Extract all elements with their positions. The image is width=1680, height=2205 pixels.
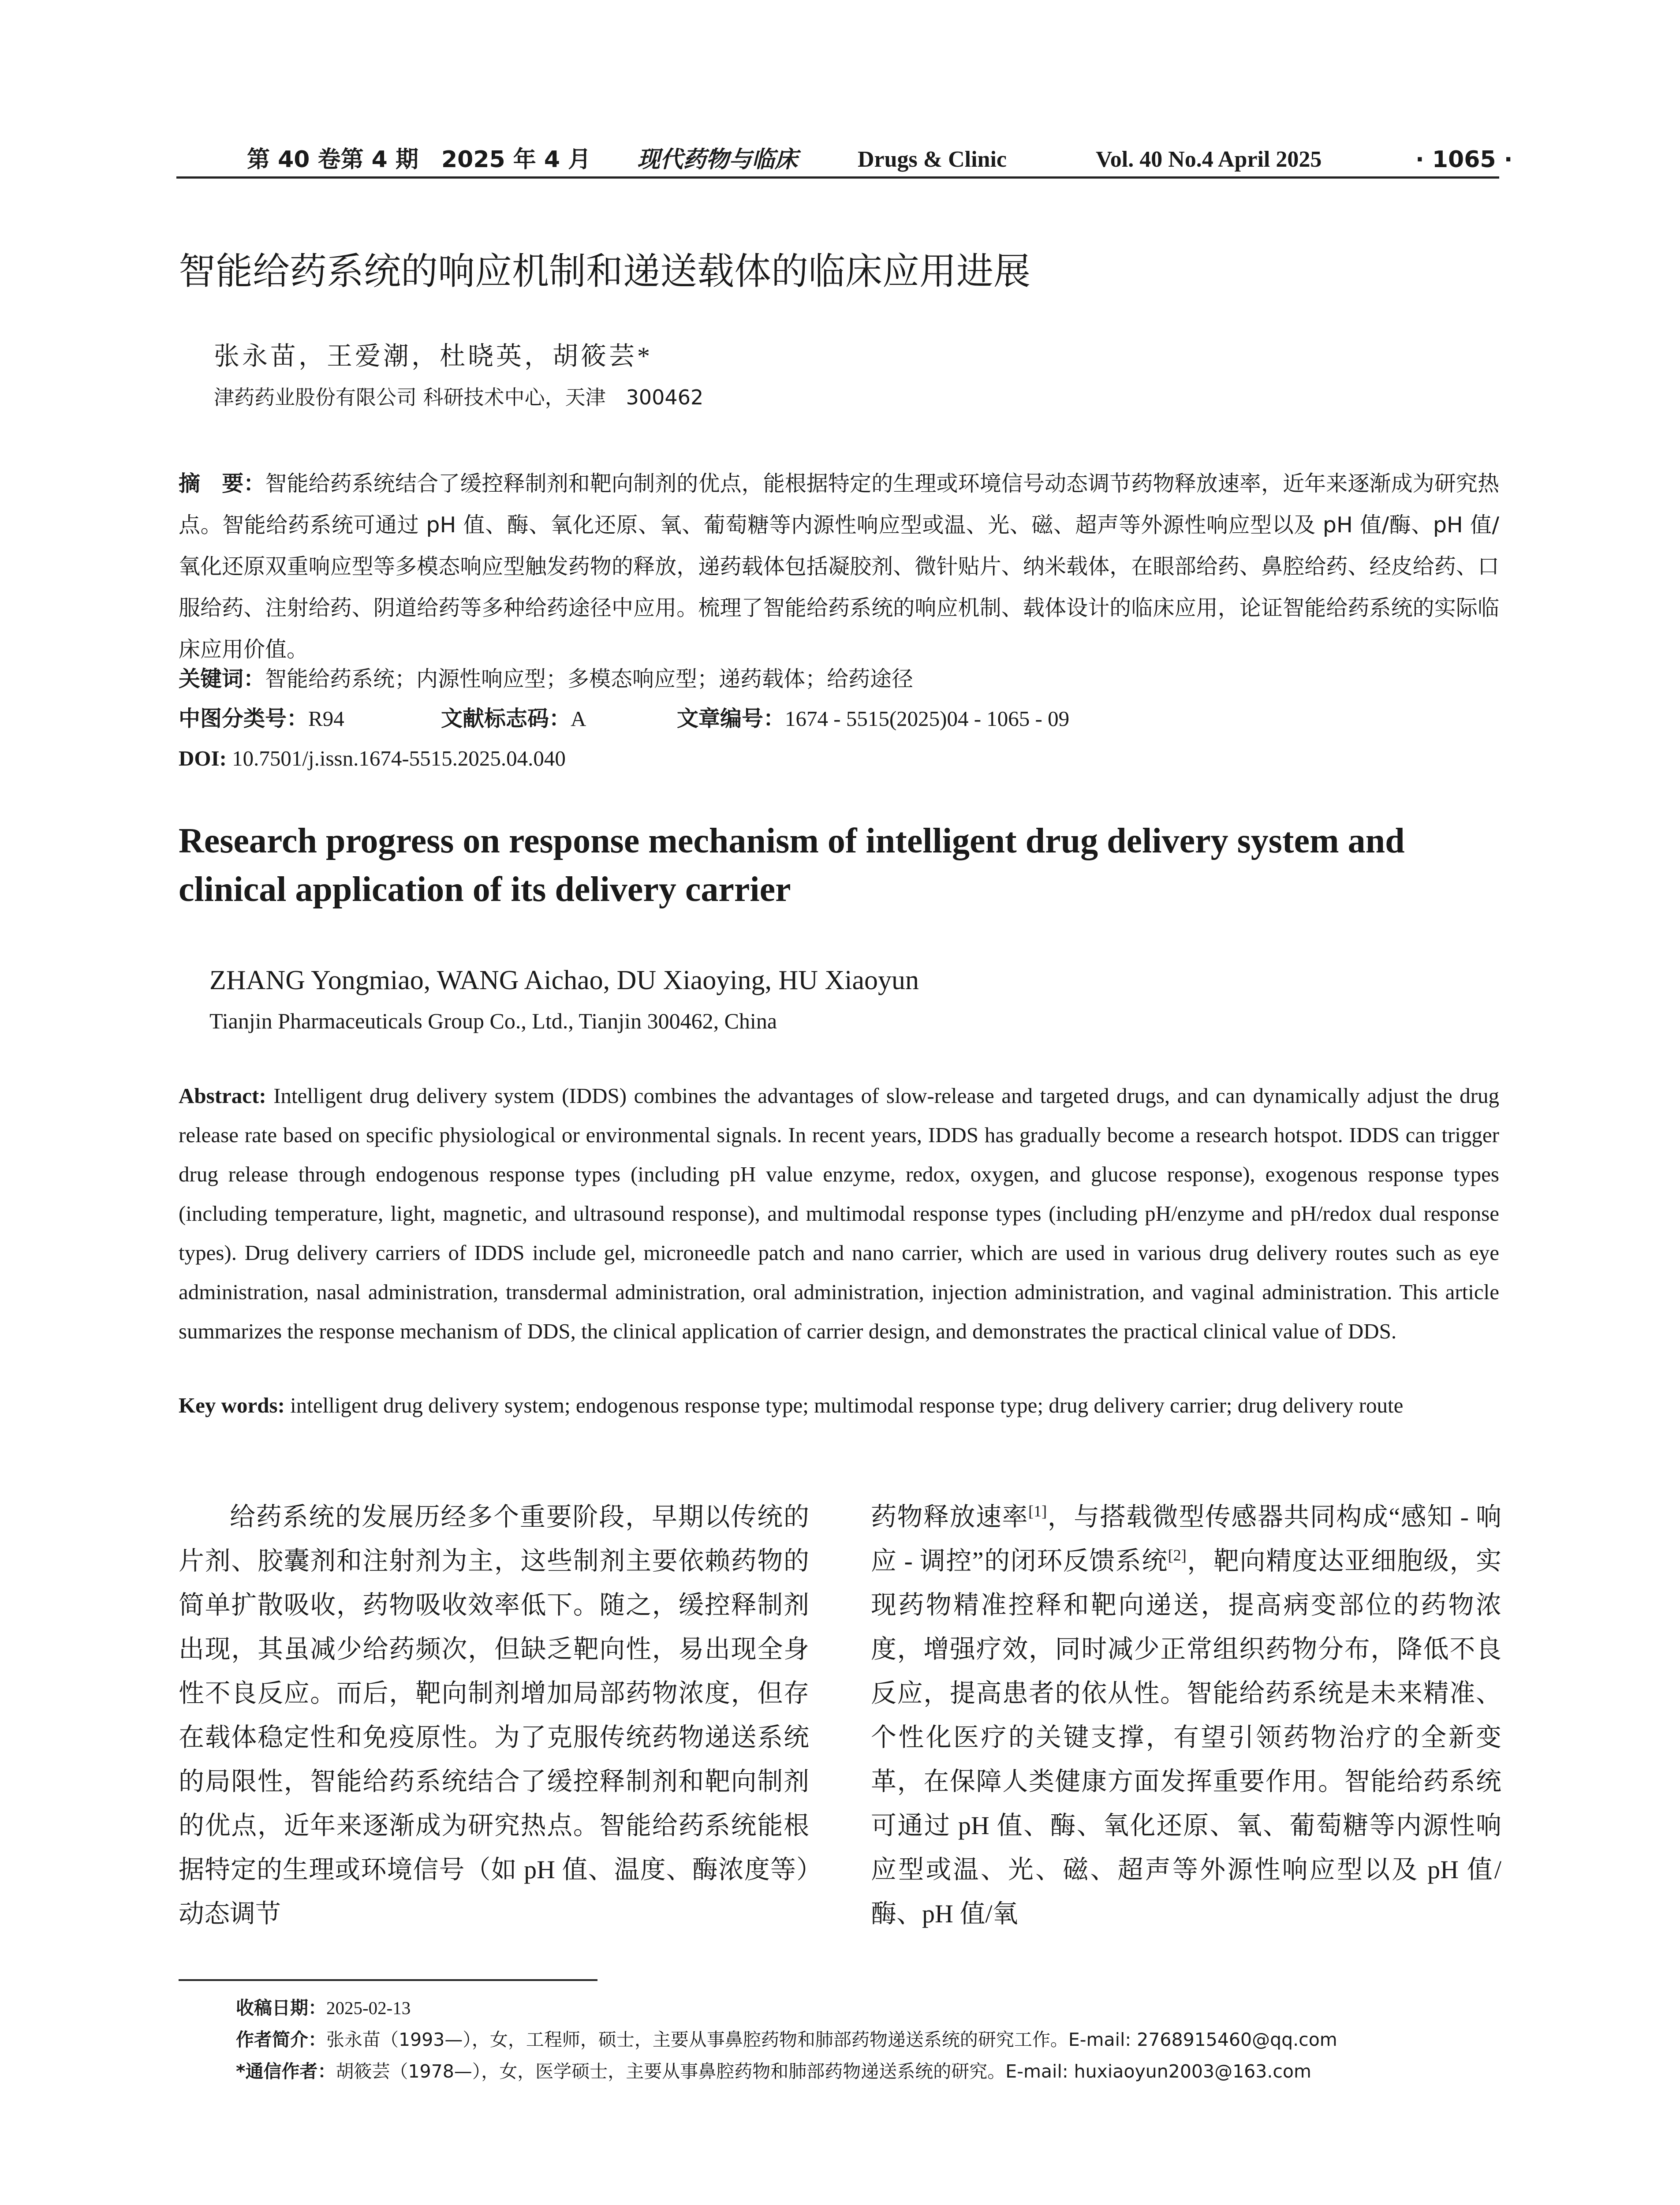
abstract-cn-label: 摘 要：: [179, 471, 265, 496]
article-number-label: 文章编号：: [677, 706, 785, 731]
article-number-value: 1674 - 5515(2025)04 - 1065 - 09: [785, 706, 1070, 731]
citation-2[interactable]: [2]: [1168, 1546, 1187, 1564]
body-right-part-c: ，靶向精度达亚细胞级，实现药物精准控释和靶向递送，提高病变部位的药物浓度，增强疗效，同时减少正常组织药物分布，降低不良反应，提高患者的依从性。智能给药系统是未来精准、个性化医疗的关键支撑，有望引领药物治疗的全新变革，在保障人类健康方面发挥重要作用。智能给药系统可通过 pH 值、酶、氧化还原、氧、葡萄糖等内源性响应型或温、光、磁、超声等外源性响应型以及 pH 值/酶、pH 值/氧: [871, 1547, 1501, 1928]
body-column-left: 给药系统的发展历经多个重要阶段，早期以传统的片剂、胶囊剂和注射剂为主，这些制剂主要依赖药物的简单扩散吸收，药物吸收效率低下。随之，缓控释制剂出现，其虽减少给药频次，但缺乏靶向性，易出现全身性不良反应。而后，靶向制剂增加局部药物浓度，但存在载体稳定性和免疫原性。为了克服传统药物递送系统的局限性，智能给药系统结合了缓控释制剂和靶向制剂的优点，近年来逐渐成为研究热点。智能给药系统能根据特定的生理或环境信号（如 pH 值、温度、酶浓度等）动态调节: [179, 1502, 809, 1928]
authors-en: ZHANG Yongmiao, WANG Aichao, DU Xiaoying, HU Xiaoyun: [209, 965, 919, 995]
title-en: Research progress on response mechanism of intelligent drug delivery system and clinical application of its delivery carrier: [179, 822, 1405, 909]
clc-label: 中图分类号：: [179, 706, 309, 731]
abstract-en: [179, 1076, 1499, 1351]
keywords-en-label: Key words:: [179, 1393, 285, 1417]
footnote-rule: [179, 1979, 597, 1981]
received-date: 2025-02-13: [326, 1998, 411, 2018]
keywords-cn-label: 关键词：: [179, 666, 265, 691]
clc-item: [179, 701, 344, 736]
footnote-corresponding: [236, 2057, 1311, 2086]
abstract-cn: [179, 463, 1499, 670]
body-column-right: [871, 1495, 1501, 1936]
abstract-cn-text: 智能给药系统结合了缓控释制剂和靶向制剂的优点，能根据特定的生理或环境信号动态调节药物释放速率，近年来逐渐成为研究热点。智能给药系统可通过 pH 值、酶、氧化还原、氧、葡萄糖等内源性响应型或温、光、磁、超声等外源性响应型以及 pH 值/酶、pH 值/氧化还原双重响应型等多模态响应型触发药物的释放，递药载体包括凝胶剂、微针贴片、纳米载体，在眼部给药、鼻腔给药、经皮给药、口服给药、注射给药、阴道给药等多种给药途径中应用。梳理了智能给药系统的响应机制、载体设计的临床应用，论证智能给药系统的实际临床应用价值。: [179, 471, 1499, 662]
header-page-number: · 1065 ·: [1415, 146, 1513, 173]
keywords-cn-text: 智能给药系统；内源性响应型；多模态响应型；递药载体；给药途径: [265, 666, 914, 691]
title-cn: 智能给药系统的响应机制和递送载体的临床应用进展: [179, 250, 1031, 293]
doi-line: [179, 741, 566, 776]
header-journal-en: Drugs & Clinic: [858, 147, 1007, 172]
received-label: 收稿日期：: [236, 1997, 326, 2018]
abstract-en-text: Intelligent drug delivery system (IDDS) combines the advantages of slow-release and targeted drugs, and can dynamically adjust the drug release rate based on specific physiological or environmental signals. In recent years, IDDS has gradually become a research hotspot. IDDS can trigger drug release through endogenous response types (including pH value enzyme, redox, oxygen, and glucose response), exogenous response types (including temperature, light, magnetic, and ultrasound response), and multimodal response types (including pH/enzyme and pH/redox dual response types). Drug delivery carriers of IDDS include gel, microneedle patch and nano carrier, which are used in various drug delivery routes such as eye administration, nasal administration, transdermal administration, oral administration, injection administration, and vaginal administration. This article summarizes the response mechanism of DDS, the clinical application of carrier design, and demonstrates the practical clinical value of DDS.: [179, 1084, 1499, 1343]
body-right-part-a: 药物释放速率: [871, 1502, 1029, 1531]
header-journal-cn: 现代药物与临床: [637, 146, 798, 173]
header-rule: [176, 176, 1499, 179]
doc-code-label: 文献标志码：: [441, 706, 571, 731]
keywords-en-text: intelligent drug delivery system; endogenous response type; multimodal response type; drug delivery carrier; drug delivery route: [290, 1393, 1404, 1417]
corresponding-text: 胡筱芸（1978—），女，医学硕士，主要从事鼻腔药物和肺部药物递送系统的研究。E-mail: huxiaoyun2003@163.com: [336, 2061, 1311, 2082]
keywords-cn: [179, 662, 913, 697]
author-bio-text: 张永苗（1993—），女，工程师，硕士，主要从事鼻腔药物和肺部药物递送系统的研究工作。E-mail: 2768915460@qq.com: [326, 2029, 1337, 2050]
abstract-en-label: Abstract:: [179, 1084, 266, 1108]
header-volume-cn: 第 40 卷第 4 期 2025 年 4 月: [247, 146, 591, 173]
footnote-received: [236, 1993, 411, 2022]
clc-value: R94: [308, 706, 344, 731]
article-number-item: [677, 701, 1069, 736]
affiliation-cn: 津药药业股份有限公司 科研技术中心，天津 300462: [214, 385, 704, 409]
running-header: [176, 142, 1513, 177]
author-bio-label: 作者简介：: [236, 2029, 326, 2050]
corresponding-label: *通信作者：: [236, 2061, 336, 2082]
doi-value[interactable]: 10.7501/j.issn.1674-5515.2025.04.040: [232, 746, 566, 770]
doi-label: DOI:: [179, 746, 227, 770]
body-right-part-b: ，与搭载微型传感器共同构成“感知 - 响应 - 调控”的闭环反馈系统: [871, 1502, 1501, 1575]
footnote-author: [236, 2025, 1337, 2054]
doc-code-value: A: [571, 706, 586, 731]
doc-code-item: [441, 701, 586, 736]
affiliation-en: Tianjin Pharmaceuticals Group Co., Ltd., Tianjin 300462, China: [209, 1009, 777, 1033]
header-volume-en: Vol. 40 No.4 April 2025: [1096, 147, 1322, 172]
keywords-en: [179, 1386, 1499, 1425]
authors-cn: 张永苗，王爱潮，杜晓英，胡筱芸*: [214, 342, 653, 370]
citation-1[interactable]: [1]: [1028, 1502, 1047, 1520]
